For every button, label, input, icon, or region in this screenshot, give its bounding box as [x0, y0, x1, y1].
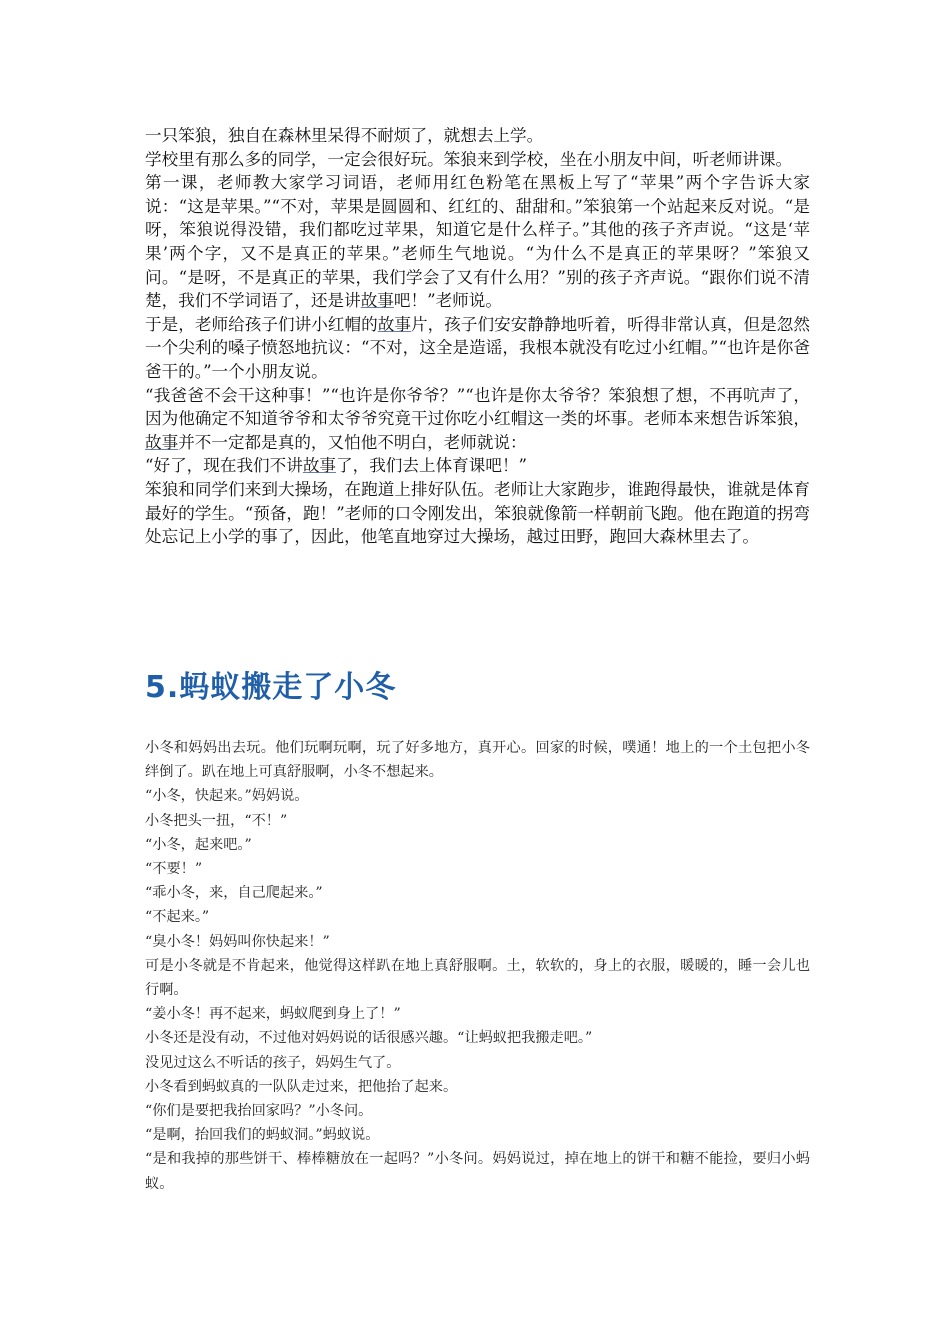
story-keyword-link[interactable]: 故事 — [360, 291, 394, 311]
paragraph: “是啊，抬回我们的蚂蚁洞。”蚂蚁说。 — [145, 1127, 380, 1144]
paragraph — [145, 313, 810, 384]
paragraph: 小冬还是没有动，不过他对妈妈说的话很感兴趣。“让蚂蚁把我搬走吧。” — [145, 1030, 593, 1047]
paragraph: “不起来。” — [145, 909, 210, 926]
section-heading: 5.蚂蚁搬走了小冬 — [145, 670, 397, 705]
paragraph: “乖小冬，来，自己爬起来。” — [145, 885, 323, 902]
paragraph-text: “我爸爸不会干这种事！”“也许是你爷爷？”“也许是你太爷爷？笨狼想了想，不再吭声了，因为他确定不知道爷爷和太爷爷究竟干过你吃小红帽这一类的坏事。老师本来想告诉笨狼， — [145, 385, 810, 429]
paragraph: 小冬和妈妈出去玩。他们玩啊玩啊，玩了好多地方，真开心。回家的时候，噗通！地上的一个土包把小冬绊倒了。趴在地上可真舒服啊，小冬不想起来。 — [145, 740, 810, 781]
paragraph-text: 并不一定都是真的，又怕他不明白，老师就说： — [178, 432, 527, 452]
paragraph-text: 于是，老师给孩子们讲小红帽的 — [145, 314, 378, 334]
paragraph: “臭小冬！妈妈叫你快起来！” — [145, 933, 330, 950]
paragraph-text: 第一课，老师教大家学习词语，老师用红色粉笔在黑板上写了“苹果”两个字告诉大家说：“这是苹果。”“不对，苹果是圆圆和、红红的、甜甜和。”笨狼第一个站起来反对说。“是呀，笨狼说得没错，我们都吃过苹果，知道它是什么样子。”其他的孩子齐声说。“这是‘苹果’两个字，又不是真正的苹果。”老师生气地说。“为什么不是真正的苹果呀？”笨狼又问。“是呀，不是真正的苹果，我们学会了又有什么用？”别的孩子齐声说。“跟你们说不清楚，我们不学词语了，还是讲 — [145, 173, 810, 311]
paragraph-text: 吧！”老师说。 — [393, 291, 502, 311]
paragraph: 没见过这么不听话的孩子，妈妈生气了。 — [145, 1054, 401, 1071]
paragraph — [145, 171, 810, 313]
story-keyword-link[interactable]: 故事 — [302, 456, 337, 476]
paragraph: “你们是要把我抬回家吗？”小冬问。 — [145, 1103, 373, 1120]
paragraph — [145, 454, 810, 478]
paragraph: “小冬，起来吧。” — [145, 836, 252, 853]
paragraph: “不要！” — [145, 861, 203, 878]
paragraph: 学校里有那么多的同学，一定会很好玩。笨狼来到学校，坐在小朋友中间，听老师讲课。 — [145, 149, 793, 169]
story-keyword-link[interactable]: 故事 — [377, 314, 412, 334]
paragraph: “是和我掉的那些饼干、棒棒糖放在一起吗？”小冬问。妈妈说过，掉在地上的饼干和糖不能捡，要归小蚂蚁。 — [145, 1151, 810, 1192]
paragraph: “姜小冬！再不起来，蚂蚁爬到身上了！” — [145, 1006, 401, 1023]
paragraph — [145, 384, 810, 455]
paragraph: 小冬把头一扭，“不！” — [145, 812, 288, 829]
paragraph-text: 片，孩子们安安静静地听着，听得非常认真，但是忽然一个尖利的嗓子愤怒地抗议：“不对，这全是造谣，我根本就没有吃过小红帽。”“也许是你爸爸干的。”一个小朋友说。 — [145, 314, 811, 381]
story-ants-carry-xiaodong — [145, 736, 810, 1196]
paragraph: 一只笨狼，独自在森林里呆得不耐烦了，就想去上学。 — [145, 126, 544, 145]
story-stupid-wolf — [145, 124, 810, 549]
paragraph: 可是小冬就是不肯起来，他觉得这样趴在地上真舒服啊。土，软软的，身上的衣服，暖暖的，睡一会儿也行啊。 — [145, 957, 810, 999]
paragraph: 笨狼和同学们来到大操场，在跑道上排好队伍。老师让大家跑步，谁跑得最快，谁就是体育最好的学生。“预备，跑！”老师的口令刚发出，笨狼就像箭一样朝前飞跑。他在跑道的拐弯处忘记上小学的事了，因此，他笔直地穿过大操场，越过田野，跑回大森林里去了。 — [145, 479, 810, 547]
paragraph: “小冬，快起来。”妈妈说。 — [145, 788, 309, 805]
paragraph: 小冬看到蚂蚁真的一队队走过来，把他抬了起来。 — [145, 1078, 458, 1095]
paragraph-text: 了，我们去上体育课吧！” — [336, 456, 528, 476]
paragraph-text: “好了，现在我们不讲 — [145, 456, 303, 476]
story-keyword-link[interactable]: 故事 — [145, 432, 179, 452]
